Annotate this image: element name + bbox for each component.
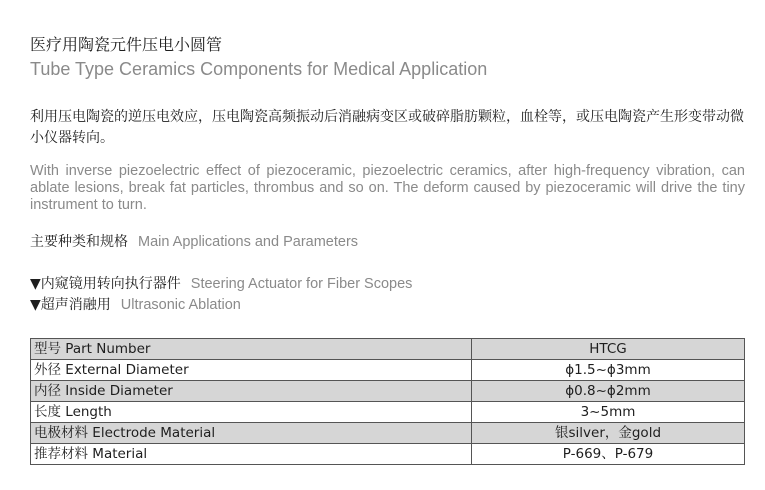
application-label-cn: 内窥镜用转向执行器件 — [40, 276, 181, 292]
table-cell-value: 银silver，金gold — [472, 423, 745, 444]
page-title-en: Tube Type Ceramics Components for Medical Application — [30, 59, 488, 79]
table-cell-label: 外径 External Diameter — [31, 360, 472, 381]
table-row — [31, 381, 745, 402]
table-cell-label: 电极材料 Electrode Material — [31, 423, 472, 444]
table-cell-value: P-669、P-679 — [472, 444, 745, 465]
description-en: With inverse piezoelectric effect of piezoceramic, piezoelectric ceramics, after high-frequency vibration, can ablate lesions, break fat particles, thrombus and so on. The deform caused by piezoceramic will drive the tiny instrument to turn. — [30, 163, 745, 213]
section-heading-cn: 主要种类和规格 — [30, 234, 128, 250]
application-item — [30, 275, 412, 293]
table-cell-value: ϕ0.8~ϕ2mm — [472, 381, 745, 402]
triangle-down-icon: ▼ — [30, 297, 41, 313]
triangle-down-icon: ▼ — [30, 276, 41, 292]
table-row — [31, 423, 745, 444]
table-cell-value: 3~5mm — [472, 402, 745, 423]
page-title-cn: 医疗用陶瓷元件压电小圆管 — [30, 35, 223, 54]
table-cell-label: 内径 Inside Diameter — [31, 381, 472, 402]
table-row — [31, 402, 745, 423]
table-cell-value: ϕ1.5~ϕ3mm — [472, 360, 745, 381]
application-label-cn: 超声消融用 — [40, 297, 111, 313]
table-row — [31, 339, 745, 360]
table-cell-label: 型号 Part Number — [31, 339, 472, 360]
description-cn: 利用压电陶瓷的逆压电效应，压电陶瓷高频振动后消融病变区或破碎脂肪颗粒，血栓等，或压电陶瓷产生形变带动微小仪器转向。 — [30, 109, 744, 146]
application-label-en: Ultrasonic Ablation — [120, 297, 241, 313]
table-row — [31, 360, 745, 381]
table-row — [31, 444, 745, 465]
application-label-en: Steering Actuator for Fiber Scopes — [190, 276, 413, 292]
table-cell-label: 推荐材料 Material — [31, 444, 472, 465]
parameters-table — [30, 338, 745, 465]
table-cell-value: HTCG — [472, 339, 745, 360]
application-item — [30, 296, 241, 314]
section-heading — [30, 233, 358, 251]
table-cell-label: 长度 Length — [31, 402, 472, 423]
section-heading-en: Main Applications and Parameters — [138, 234, 359, 250]
